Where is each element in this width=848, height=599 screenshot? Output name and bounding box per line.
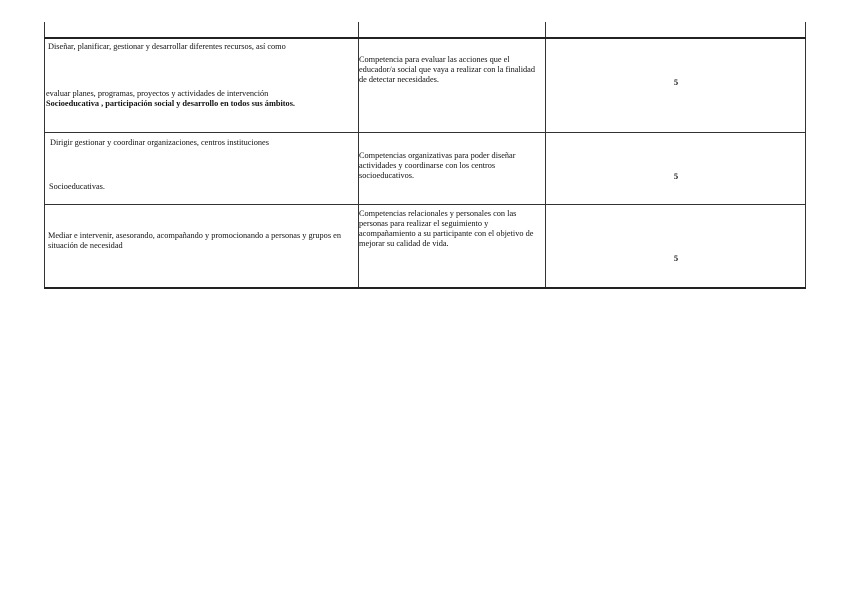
table-border-bottom (44, 287, 806, 289)
row1-score: 5 (673, 77, 679, 87)
row2-function-line2: Socioeducativas. (49, 182, 105, 191)
row-divider-1 (44, 132, 806, 133)
row2-function-line1: Dirigir gestionar y coordinar organizaciones, centros instituciones (50, 138, 269, 147)
row1-function-bold: Socioeducativa , participación social y desarrollo en todos sus ámbitos. (46, 99, 295, 108)
table-border-left (44, 22, 45, 289)
row-divider-top (44, 37, 806, 39)
row1-competence: Competencia para evaluar las acciones que el educador/a social que vaya a realizar con la finalidad de detectar necesidades. (359, 55, 535, 84)
row3-function: Mediar e intervenir, asesorando, acompañando y promocionando a personas y grupos en situación de necesidad (48, 231, 341, 250)
column-divider-2 (545, 22, 546, 289)
row2-competence: Competencias organizativas para poder diseñar actividades y coordinarse con los centros socioeducativos. (359, 151, 516, 180)
row1-function-line2: evaluar planes, programas, proyectos y actividades de intervención (46, 89, 269, 98)
row3-competence: Competencias relacionales y personales con las personas para realizar el seguimiento y acompañamiento a su participante con el objetivo de mejorar su calidad de vida. (359, 209, 534, 248)
row-divider-2 (44, 204, 806, 205)
row3-score: 5 (673, 253, 679, 263)
row2-score: 5 (673, 171, 679, 181)
row1-function-line1: Diseñar, planificar, gestionar y desarrollar diferentes recursos, así como (48, 42, 286, 51)
table-border-right (805, 22, 806, 289)
